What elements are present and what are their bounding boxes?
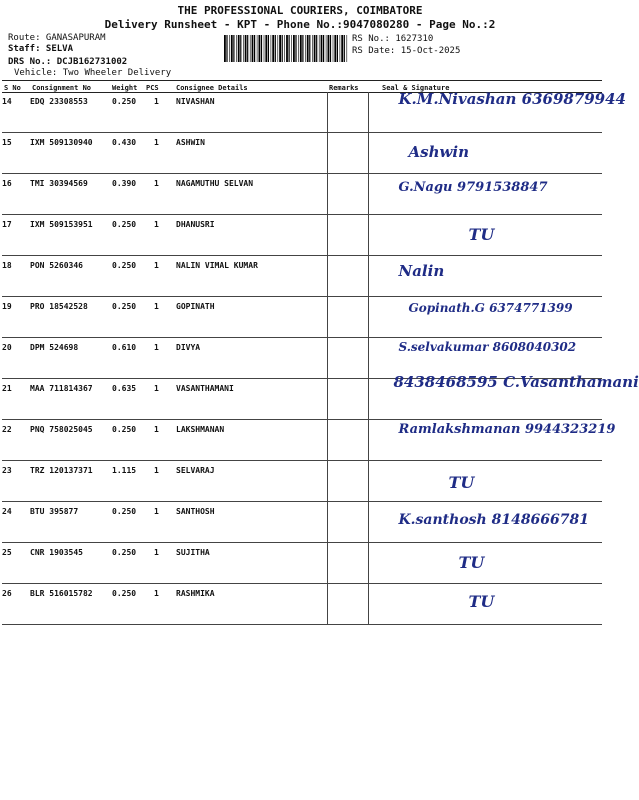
col-consignee: Consignee Details bbox=[176, 84, 248, 92]
row-seal-signature bbox=[368, 133, 602, 174]
row-pcs: 1 bbox=[154, 507, 159, 516]
vehicle-label: Vehicle: Two Wheeler Delivery bbox=[14, 68, 172, 78]
barcode-bar bbox=[316, 35, 317, 62]
header-top-rule bbox=[2, 80, 602, 81]
table-row bbox=[2, 543, 602, 584]
barcode-bar bbox=[286, 35, 288, 62]
row-consignee-name: SUJITHA bbox=[176, 548, 210, 557]
row-weight: 0.250 bbox=[112, 548, 137, 557]
row-seal-signature bbox=[368, 543, 602, 584]
row-pcs: 1 bbox=[154, 466, 159, 475]
row-pcs: 1 bbox=[154, 343, 159, 352]
handwritten-signature: TU bbox=[468, 592, 495, 611]
handwritten-signature: Gopinath.G 6374771399 bbox=[408, 301, 573, 315]
table-row bbox=[2, 379, 602, 420]
barcode-bar bbox=[261, 35, 262, 62]
barcode-bar bbox=[247, 35, 248, 62]
row-consignee-name: NALIN VIMAL KUMAR bbox=[176, 261, 258, 270]
row-sno: 17 bbox=[2, 220, 12, 229]
table-row bbox=[2, 215, 602, 256]
table-row bbox=[2, 502, 602, 543]
row-consignee-name: LAKSHMANAN bbox=[176, 425, 225, 434]
barcode-bar bbox=[319, 35, 320, 62]
row-seal-signature bbox=[368, 90, 626, 133]
barcode-bar bbox=[233, 35, 234, 62]
runsheet-subtitle: Delivery Runsheet - KPT - Phone No.:9047080280 - Page No.:2 bbox=[104, 18, 496, 31]
row-sno: 21 bbox=[2, 384, 12, 393]
table-row bbox=[2, 297, 602, 338]
row-remarks bbox=[327, 215, 368, 256]
row-seal-signature bbox=[368, 373, 639, 420]
barcode-bar bbox=[236, 35, 237, 62]
row-pcs: 1 bbox=[154, 97, 159, 106]
barcode-bar bbox=[337, 35, 338, 62]
row-consignee-name: GOPINATH bbox=[176, 302, 215, 311]
row-pcs: 1 bbox=[154, 589, 159, 598]
barcode-bar bbox=[312, 35, 313, 62]
barcode-bar bbox=[344, 35, 345, 62]
row-seal-signature bbox=[368, 174, 602, 215]
handwritten-signature: Ramlakshmanan 9944323219 bbox=[398, 422, 616, 437]
handwritten-signature: Nalin bbox=[398, 262, 445, 280]
row-weight: 0.250 bbox=[112, 220, 137, 229]
row-weight: 0.250 bbox=[112, 589, 137, 598]
handwritten-signature: G.Nagu 9791538847 bbox=[398, 180, 548, 195]
barcode-bar bbox=[300, 35, 302, 62]
row-seal-signature bbox=[368, 502, 602, 543]
barcode-bar bbox=[291, 35, 292, 62]
row-weight: 1.115 bbox=[112, 466, 137, 475]
barcode-bar bbox=[275, 35, 276, 62]
row-sno: 23 bbox=[2, 466, 12, 475]
handwritten-signature: TU bbox=[448, 473, 475, 492]
row-consignee-name: DHANUSRI bbox=[176, 220, 215, 229]
row-consignment-no: BLR 516015782 bbox=[30, 589, 93, 598]
barcode-bar bbox=[333, 35, 334, 62]
barcode-bar bbox=[347, 35, 348, 62]
barcode-bar bbox=[243, 35, 244, 62]
handwritten-signature: 8438468595 C.Vasanthamani bbox=[393, 373, 639, 391]
col-seal-signature: Seal & Signature bbox=[382, 84, 450, 92]
row-remarks bbox=[327, 92, 368, 133]
rs-date: RS Date: 15-Oct-2025 bbox=[352, 46, 461, 56]
row-seal-signature bbox=[368, 297, 602, 338]
row-consignment-no: BTU 395877 bbox=[30, 507, 79, 516]
barcode-bar bbox=[250, 35, 251, 62]
row-consignment-no: PNQ 758025045 bbox=[30, 425, 93, 434]
barcode-bar bbox=[257, 35, 258, 62]
row-pcs: 1 bbox=[154, 261, 159, 270]
table-row bbox=[2, 584, 602, 625]
row-sno: 18 bbox=[2, 261, 12, 270]
row-remarks bbox=[327, 584, 368, 625]
row-consignment-no: IXM 509153951 bbox=[30, 220, 93, 229]
barcode-bar bbox=[282, 35, 283, 62]
row-weight: 0.250 bbox=[112, 507, 137, 516]
handwritten-signature: TU bbox=[468, 225, 495, 244]
row-pcs: 1 bbox=[154, 138, 159, 147]
col-sno: S No bbox=[4, 84, 21, 92]
col-weight: Weight bbox=[112, 84, 138, 92]
row-seal-signature bbox=[368, 420, 616, 461]
company-title: THE PROFESSIONAL COURIERS, COIMBATORE bbox=[177, 4, 423, 17]
row-sno: 24 bbox=[2, 507, 12, 516]
row-consignment-no: PON 5260346 bbox=[30, 261, 83, 270]
row-sno: 15 bbox=[2, 138, 12, 147]
row-sno: 22 bbox=[2, 425, 12, 434]
table-row bbox=[2, 256, 602, 297]
barcode-bar bbox=[278, 35, 279, 62]
row-remarks bbox=[327, 338, 368, 379]
rs-number: RS No.: 1627310 bbox=[352, 34, 434, 44]
barcode-bar bbox=[254, 35, 255, 62]
table-row bbox=[2, 174, 602, 215]
barcode-bar bbox=[314, 35, 316, 62]
row-consignee-name: NAGAMUTHU SELVAN bbox=[176, 179, 254, 188]
barcode-bar bbox=[330, 35, 331, 62]
barcode-bar bbox=[265, 35, 267, 62]
row-weight: 0.390 bbox=[112, 179, 137, 188]
row-seal-signature bbox=[368, 461, 602, 502]
row-consignment-no: CNR 1903545 bbox=[30, 548, 83, 557]
runsheet-table bbox=[2, 90, 639, 625]
row-weight: 0.250 bbox=[112, 425, 137, 434]
row-sno: 26 bbox=[2, 589, 12, 598]
row-remarks bbox=[327, 461, 368, 502]
barcode-bar bbox=[289, 35, 290, 62]
row-consignment-no: TRZ 120137371 bbox=[30, 466, 93, 475]
row-remarks bbox=[327, 379, 368, 420]
barcode-bar bbox=[240, 35, 241, 62]
row-consignment-no: PRO 18542528 bbox=[30, 302, 88, 311]
row-remarks bbox=[327, 133, 368, 174]
row-consignment-no: IXM 509130940 bbox=[30, 138, 93, 147]
row-remarks bbox=[327, 297, 368, 338]
barcode-bar bbox=[305, 35, 306, 62]
row-weight: 0.250 bbox=[112, 302, 137, 311]
barcode-bar bbox=[268, 35, 269, 62]
row-consignee-name: RASHMIKA bbox=[176, 589, 215, 598]
row-remarks bbox=[327, 256, 368, 297]
col-pcs: PCS bbox=[146, 84, 159, 92]
table-row bbox=[2, 461, 602, 502]
barcode-bar bbox=[293, 35, 295, 62]
row-remarks bbox=[327, 502, 368, 543]
row-remarks bbox=[327, 543, 368, 584]
route-label: Route: GANASAPURAM bbox=[8, 33, 106, 43]
barcode-bar bbox=[264, 35, 265, 62]
row-weight: 0.430 bbox=[112, 138, 137, 147]
barcode-bar bbox=[307, 35, 309, 62]
barcode-bar bbox=[341, 35, 343, 62]
barcode-bar bbox=[224, 35, 226, 62]
barcode-bar bbox=[279, 35, 281, 62]
barcode-bar bbox=[334, 35, 336, 62]
handwritten-signature: K.santhosh 8148666781 bbox=[398, 512, 590, 528]
row-sno: 14 bbox=[2, 97, 12, 106]
barcode-bar bbox=[238, 35, 240, 62]
row-consignee-name: ASHWIN bbox=[176, 138, 205, 147]
row-sno: 16 bbox=[2, 179, 12, 188]
row-remarks bbox=[327, 174, 368, 215]
row-pcs: 1 bbox=[154, 302, 159, 311]
row-sno: 25 bbox=[2, 548, 12, 557]
row-pcs: 1 bbox=[154, 220, 159, 229]
barcode-bar bbox=[245, 35, 247, 62]
handwritten-signature: K.M.Nivashan 6369879944 bbox=[398, 90, 626, 108]
barcode-bar bbox=[259, 35, 261, 62]
barcode-bar bbox=[231, 35, 233, 62]
row-weight: 0.250 bbox=[112, 261, 137, 270]
barcode-bar bbox=[321, 35, 323, 62]
row-remarks bbox=[327, 420, 368, 461]
barcode-bar bbox=[328, 35, 330, 62]
row-consignment-no: MAA 711814367 bbox=[30, 384, 93, 393]
row-seal-signature bbox=[368, 215, 602, 256]
barcode-bar bbox=[252, 35, 254, 62]
row-consignee-name: SANTHOSH bbox=[176, 507, 215, 516]
col-consignment: Consignment No bbox=[32, 84, 92, 92]
barcode-bar bbox=[284, 35, 285, 62]
barcode-bar bbox=[226, 35, 227, 62]
row-consignee-name: NIVASHAN bbox=[176, 97, 215, 106]
barcode-bar bbox=[295, 35, 296, 62]
barcode-bar bbox=[323, 35, 324, 62]
barcode-bar bbox=[326, 35, 327, 62]
table-row bbox=[2, 92, 602, 133]
barcode-bar bbox=[272, 35, 274, 62]
barcode-bar bbox=[302, 35, 303, 62]
barcode-image bbox=[224, 35, 348, 62]
row-weight: 0.250 bbox=[112, 97, 137, 106]
row-sno: 19 bbox=[2, 302, 12, 311]
row-seal-signature bbox=[368, 256, 602, 297]
row-pcs: 1 bbox=[154, 548, 159, 557]
row-pcs: 1 bbox=[154, 425, 159, 434]
handwritten-signature: TU bbox=[458, 553, 485, 572]
barcode-bar bbox=[229, 35, 230, 62]
row-pcs: 1 bbox=[154, 384, 159, 393]
row-consignee-name: SELVARAJ bbox=[176, 466, 215, 475]
drs-number: DRS No.: DCJB162731002 bbox=[8, 57, 128, 67]
barcode-bar bbox=[340, 35, 341, 62]
barcode-bar bbox=[271, 35, 272, 62]
barcode-bar bbox=[309, 35, 310, 62]
row-weight: 0.610 bbox=[112, 343, 137, 352]
row-pcs: 1 bbox=[154, 179, 159, 188]
row-consignment-no: DPM 524698 bbox=[30, 343, 79, 352]
table-row bbox=[2, 133, 602, 174]
row-weight: 0.635 bbox=[112, 384, 137, 393]
staff-label: Staff: SELVA bbox=[8, 44, 74, 54]
col-remarks: Remarks bbox=[329, 84, 359, 92]
row-sno: 20 bbox=[2, 343, 12, 352]
row-consignee-name: VASANTHAMANI bbox=[176, 384, 234, 393]
row-consignment-no: TMI 30394569 bbox=[30, 179, 88, 188]
row-seal-signature bbox=[368, 584, 602, 625]
table-row bbox=[2, 420, 602, 461]
handwritten-signature: Ashwin bbox=[408, 143, 470, 161]
row-consignment-no: EDQ 23308553 bbox=[30, 97, 88, 106]
row-consignee-name: DIVYA bbox=[176, 343, 201, 352]
handwritten-signature: S.selvakumar 8608040302 bbox=[398, 340, 577, 354]
barcode-bar bbox=[298, 35, 299, 62]
